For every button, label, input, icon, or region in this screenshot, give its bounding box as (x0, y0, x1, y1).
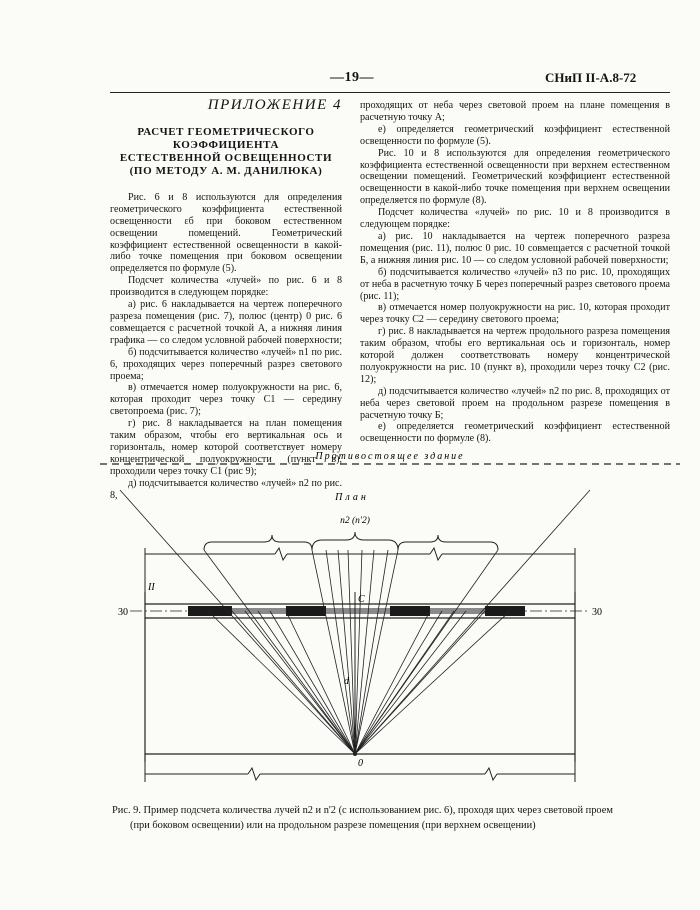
figure-caption (112, 803, 677, 833)
paragraph: Рис. 6 и 8 используются для определения геометрического коэффициента естественной освещенности εб при боковом естественном освещении помещений. Геометрический коэффициент естественной освещенности в какой-либо точке помещения при боковом освещении определяется по формуле (5). (110, 191, 342, 275)
paragraph: б) подсчитывается количество «лучей» n1 по рис. 6, проходящих через поперечный разрез светового проема; (110, 346, 342, 382)
distance-label: d (344, 676, 349, 687)
paragraph: в) отмечается номер полуокружности на рис. 10, которая проходит через точку C2 — середину светового проема; (360, 302, 670, 326)
plan-label: План (335, 492, 369, 503)
zone-label: II (148, 582, 155, 593)
page-number: —19— (330, 70, 374, 85)
paragraph: а) рис. 6 накладывается на чертеж поперечного разреза помещения (рис. 7), полюс (центр) 0 рис. 6 совмещается с расчетной точкой А, а нижняя линия графика — со следом условной рабочей поверхности; (110, 299, 343, 346)
break-line-top (145, 548, 575, 592)
paragraph: е) определяется геометрический коэффициент естественной освещенности по формуле (8). (360, 421, 670, 445)
window-glazing (232, 608, 485, 614)
paragraph: д) подсчитывается количество «лучей» n2 по рис. 8, (110, 477, 342, 501)
title-line: (ПО МЕТОДУ А. М. ДАНИЛЮКА) (129, 164, 323, 177)
paragraph: Рис. 10 и 8 используются для определения геометрического коэффициента естественной освещенности при верхнем естественном освещении помещений. Геометрический коэффициент естественной освещенности в какой-либо точке помещения при верхнем освещении определяется по формуле (8). (360, 147, 670, 207)
point-c-label: C (358, 594, 365, 605)
origin-point (353, 752, 357, 756)
origin-label: 0 (358, 758, 363, 769)
appendix-label: ПРИЛОЖЕНИЕ 4 (207, 97, 342, 113)
document-code: СНиП II-A.8-72 (545, 70, 637, 85)
rays-label: n2 (n'2) (340, 516, 370, 526)
left-column (110, 97, 343, 501)
paragraph: г) рис. 8 накладывается на план помещения таким образом, чтобы его вертикальная ось и горизонталь, номер которой соответствует номеру концентрической полуокружности (пункт в), проходили через точку C1 (рис 9); (110, 418, 342, 477)
right-column (360, 100, 670, 445)
paragraph: а) рис. 10 накладывается на чертеж поперечного разреза помещения (рис. 11), полюс 0 рис. 10 совмещается с расчетной точкой Б, а нижняя линия рис. 10 — со следом условной рабочей поверхности; (360, 230, 670, 266)
ray-group-braces (204, 532, 498, 550)
title-line: ЕСТЕСТВЕННОЙ ОСВЕЩЕННОСТИ (119, 151, 333, 164)
figure-9 (100, 452, 680, 807)
axis-left-label: 30 (118, 607, 128, 618)
paragraph: в) отмечается номер полуокружности на рис. 6, которая проходит через точку C1 — середину светопроема (рис. 7); (110, 382, 342, 418)
paragraph: е) определяется геометрический коэффициент естественной освещенности по формуле (5). (360, 123, 670, 147)
paragraph: б) подсчитывается количество «лучей» n3 по рис. 10, проходящих от неба в расчетную точку Б через поперечный разрез светового проема (рис. 11); (360, 266, 670, 302)
header-rule (110, 92, 670, 93)
paragraph: д) подсчитывается количество «лучей» n2 по рис. 8, проходящих от неба через световой проем на продольном разрезе помещения в расчетную точку Б; (360, 385, 670, 421)
paragraph: проходящих от неба через световой проем на плане помещения в расчетную точку А; (360, 100, 670, 123)
opposite-building-label: Противостоящее здание (315, 452, 465, 462)
caption-line-2: (при боковом освещении) или на продольном разрезе помещения (при верхнем освещении) (130, 820, 536, 831)
section-title (110, 126, 342, 178)
title-line: РАСЧЕТ ГЕОМЕТРИЧЕСКОГО КОЭФФИЦИЕНТА (137, 125, 315, 151)
paragraph: Подсчет количества «лучей» по рис. 10 и 8 производится в следующем порядке: (360, 207, 670, 231)
paragraph: Подсчет количества «лучей» по рис. 6 и 8 производится в следующем порядке: (110, 275, 342, 299)
paragraph: г) рис. 8 накладывается на чертеж продольного разреза помещения таким образом, чтобы его вертикальная ось и горизонталь, номер которой должен соответствовать номеру концентрической полуокружности на рис. 10 (пункт в), проходили через точку C2 (рис. 12); (360, 326, 670, 385)
caption-line-1: Рис. 9. Пример подсчета количества лучей n2 и n'2 (с использованием рис. 6), проходя щих через световой проем (112, 805, 613, 816)
axis-right-label: 30 (592, 607, 602, 618)
plan-drawing (100, 452, 680, 807)
